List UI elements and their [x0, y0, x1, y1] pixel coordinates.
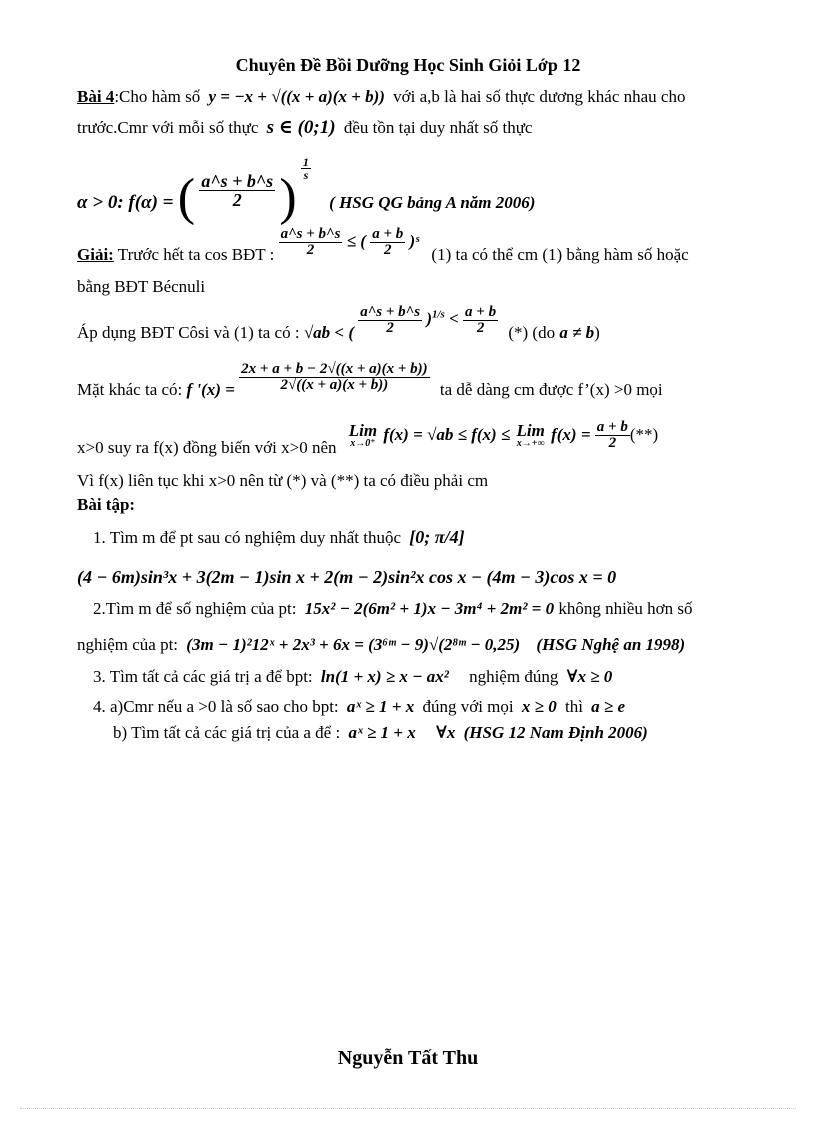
derivative-lhs: f '(x) = — [186, 380, 235, 400]
solution-line-1 — [77, 227, 689, 273]
alpha-denominator: 2 — [232, 189, 242, 210]
bdt-fraction — [279, 227, 343, 258]
solution-line-6: Vì f(x) liên tục khi x>0 nên từ (*) và (**) ta có điều phải cm — [77, 471, 489, 490]
exponent-numerator: 1 — [302, 154, 309, 169]
apply-mean-numerator: a + b — [465, 304, 497, 320]
limit-middle: f(x) = √ab ≤ f(x) ≤ — [383, 425, 511, 445]
apply-fraction — [358, 305, 422, 336]
exercise-2-source: (HSG Nghệ an 1998) — [536, 635, 686, 654]
exponent-denominator: s — [303, 167, 309, 182]
limit-right-sub: x→+∞ — [516, 438, 545, 449]
apply-mean-fraction — [463, 305, 498, 336]
problem-intro: :Cho hàm số — [114, 87, 201, 106]
problem-line-1 — [77, 88, 685, 105]
problem-line-2 — [77, 118, 532, 137]
limit-left-label: Lim — [348, 421, 378, 440]
exercise-4a-inequality: aˣ ≥ 1 + x — [346, 697, 415, 716]
solution-line-4 — [77, 362, 663, 412]
exercise-1-text: 1. Tìm m để pt sau có nghiệm duy nhất thuộc — [93, 528, 402, 547]
mean-exponent: )ˢ — [409, 231, 420, 251]
solution-line-1b: (1) ta có thể cm (1) bằng hàm số hoặc — [431, 245, 689, 265]
exercise-2-line-1 — [93, 600, 692, 617]
solution-line-3 — [77, 305, 600, 351]
exercise-4b — [113, 724, 648, 741]
limit-fraction — [595, 420, 630, 451]
derivative-text: ta dễ dàng cm được f’(x) >0 mọi — [439, 380, 663, 400]
page-title: Chuyên Đề Bồi Dưỡng Học Sinh Giỏi Lớp 12 — [235, 55, 581, 75]
apply-star: (*) (do — [508, 323, 556, 343]
problem-condition: với a,b là hai số thực dương khác nhau cho — [393, 87, 686, 106]
alpha-lhs: α > 0: f(α) = — [77, 191, 174, 213]
derivative-intro: Mặt khác ta có: — [77, 380, 183, 400]
problem-line-2a: trước.Cmr với mỗi số thực — [77, 118, 259, 137]
exercise-4a-condition: x ≥ 0 — [521, 697, 557, 716]
exercise-2-text-c: nghiệm của pt: — [77, 635, 179, 654]
exercise-3 — [93, 668, 612, 685]
function-formula: y = −x + √((x + a)(x + b)) — [208, 87, 385, 106]
alpha-formula — [77, 150, 536, 226]
exercise-3-condition: ∀x ≥ 0 — [566, 667, 613, 686]
left-paren: ( — [177, 169, 196, 226]
exercise-4b-condition: ∀x — [435, 723, 456, 742]
exercise-4b-source: (HSG 12 Nam Định 2006) — [463, 723, 648, 742]
leq-symbol: ≤ ( — [346, 231, 366, 251]
mean-numerator: a + b — [372, 226, 404, 242]
exercise-4a-text: 4. a)Cmr nếu a >0 là số sao cho bpt: — [93, 697, 339, 716]
exponent-fraction — [301, 156, 311, 181]
exercise-2-equation-2: (3m − 1)²12ˣ + 2x³ + 6x = (3⁶ᵐ − 9)√(2⁸ᵐ − 0,25) — [186, 635, 521, 654]
exercise-2-line-2 — [77, 636, 685, 653]
exercise-1 — [93, 528, 465, 546]
derivative-numerator: 2x + a + b − 2√((x + a)(x + b)) — [241, 361, 428, 377]
exercise-4a-result: a ≥ e — [591, 697, 626, 716]
exercise-2-text: 2.Tìm m để số nghiệm của pt: — [93, 599, 297, 618]
derivative-denominator: 2√((x + a)(x + b)) — [280, 377, 389, 393]
limit-left-sub: x→0⁺ — [350, 438, 376, 449]
bdt-numerator: a^s + b^s — [280, 226, 341, 242]
problem-line-2b: đều tồn tại duy nhất số thực — [343, 118, 533, 137]
exercise-3-text-b: nghiệm đúng — [469, 667, 559, 686]
apply-numerator: a^s + b^s — [360, 304, 421, 320]
solution-line-5 — [77, 420, 658, 466]
exercise-1-equation: (4 − 6m)sin³x + 3(2m − 1)sin x + 2(m − 2)sin²x cos x − (4m − 3)cos x = 0 — [77, 567, 617, 587]
exercise-3-inequality: ln(1 + x) ≥ x − ax² — [320, 667, 449, 686]
exercise-4a — [93, 698, 625, 715]
exercise-3-text: 3. Tìm tất cả các giá trị a để bpt: — [93, 667, 313, 686]
mean-fraction — [370, 227, 405, 258]
solution-intro: Trước hết ta cos BĐT : — [117, 245, 275, 265]
apply-close: ) — [594, 323, 600, 343]
exercise-4a-text-c: thì — [564, 697, 583, 716]
problem-source: ( HSG QG bảng A năm 2006) — [329, 192, 536, 212]
problem-label: Bài 4 — [77, 87, 115, 106]
a-neq-b: a ≠ b — [559, 323, 595, 343]
limit-right-label: Lim — [516, 421, 545, 440]
alpha-fraction — [199, 172, 275, 209]
footer-author: Nguyễn Tất Thu — [337, 1047, 479, 1069]
exercise-2-text-b: không nhiều hơn số — [558, 599, 693, 618]
solution-line-2: bằng BĐT Bécnuli — [77, 277, 206, 296]
limit-stars: (**) — [629, 425, 659, 445]
limit-end: f(x) = — [551, 425, 591, 445]
bdt-denominator: 2 — [306, 242, 315, 258]
mean-denominator: 2 — [383, 242, 392, 258]
sqrt-ab: √ab < ( — [303, 323, 354, 343]
alpha-numerator: a^s + b^s — [201, 170, 274, 191]
exercise-4a-text-b: đúng với mọi — [422, 697, 514, 716]
s-condition: s ∈ (0;1) — [266, 117, 336, 138]
exercises-heading: Bài tập: — [77, 495, 136, 514]
limit-denominator: 2 — [608, 435, 617, 451]
limit-left — [347, 422, 379, 449]
apply-text: Áp dụng BĐT Côsi và (1) ta có : — [77, 323, 300, 343]
right-paren: ) — [279, 169, 297, 226]
exercise-4b-text: b) Tìm tất cả các giá trị của a để : — [113, 723, 341, 742]
derivative-fraction — [239, 362, 429, 393]
footer-divider — [20, 1108, 796, 1109]
exercise-4b-inequality: aˣ ≥ 1 + x — [348, 723, 416, 742]
exercise-2-equation: 15x² − 2(6m² + 1)x − 3m⁴ + 2m² = 0 — [304, 599, 555, 618]
solution-label: Giải: — [77, 245, 114, 265]
limit-numerator: a + b — [596, 419, 628, 435]
apply-exponent: )$^{1/s}$ < — [426, 308, 459, 329]
exercise-1-interval: [0; π/4] — [409, 527, 465, 547]
limit-right — [515, 422, 547, 449]
limit-intro: x>0 suy ra f(x) đồng biến với x>0 nên — [77, 438, 337, 458]
apply-mean-denominator: 2 — [476, 320, 485, 336]
apply-denominator: 2 — [386, 320, 394, 336]
